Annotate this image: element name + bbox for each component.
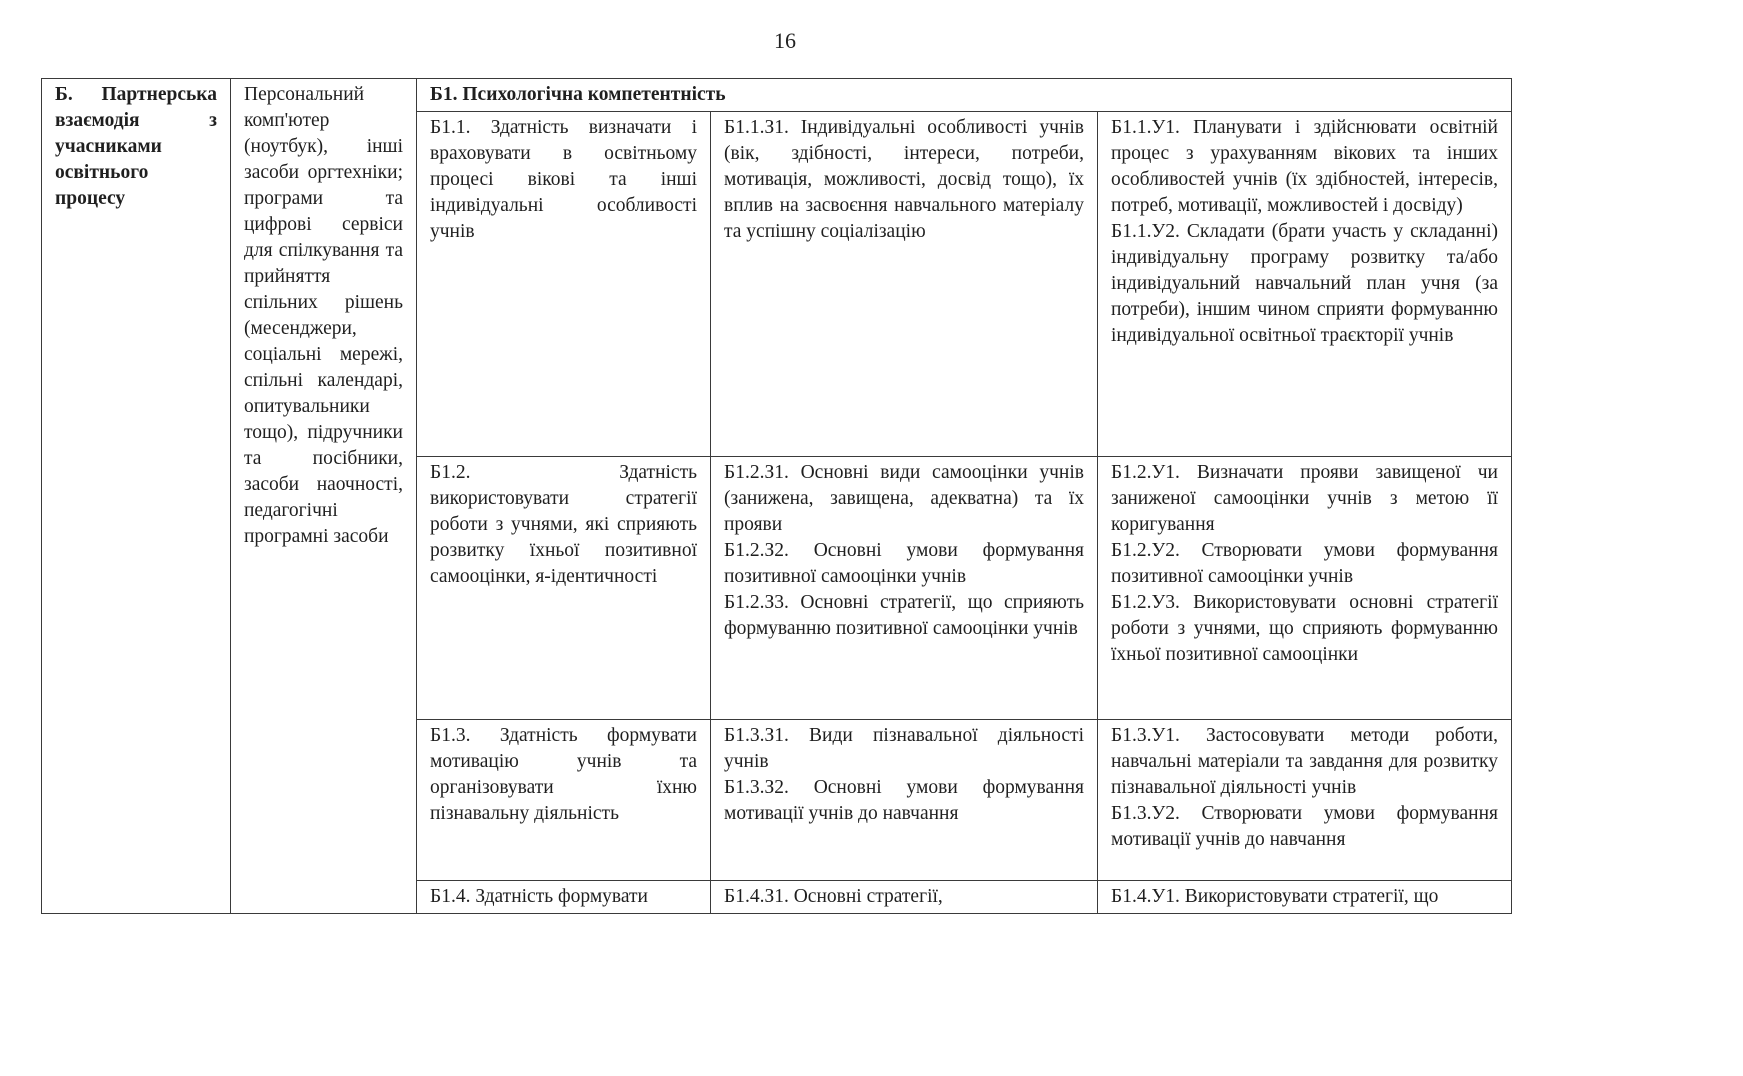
skill-item: Б1.3.У1. Застосовувати методи роботи, навчальні матеріали та завдання для розвитку пізнавальної діяльності учнів [1111, 725, 1498, 798]
knowledge-item: Б1.4.З1. Основні стратегії, [724, 886, 943, 907]
ability-cell: Б1.3. Здатність формувати мотивацію учнів та організовувати їхню пізнавальну діяльність [417, 720, 711, 881]
page-number: 16 [774, 28, 796, 53]
skills-cell [1098, 112, 1512, 457]
knowledge-cell [711, 720, 1098, 881]
knowledge-item: Б1.2.З3. Основні стратегії, що сприяють формуванню позитивної самооцінки учнів [724, 592, 1084, 639]
skills-cell [1098, 457, 1512, 720]
ability-cell: Б1.4. Здатність формувати [417, 881, 711, 914]
knowledge-item: Б1.1.З1. Індивідуальні особливості учнів (вік, здібності, інтереси, потреби, мотивація, можливості, досвід тощо), їх вплив на засвоєння навчального матеріалу та успішну соціалізацію [724, 117, 1084, 242]
ability-cell: Б1.2. Здатність використовувати стратегії роботи з учнями, які сприяють розвитку їхньої позитивної самооцінки, я-ідентичності [417, 457, 711, 720]
skill-item: Б1.1.У2. Складати (брати участь у складанні) індивідуальну програму розвитку та/або індивідуальний навчальний план учня (за потреби), іншим чином сприяти формуванню індивідуальної освітньої траєкторії учнів [1111, 221, 1498, 346]
knowledge-cell [711, 457, 1098, 720]
skill-item: Б1.4.У1. Використовувати стратегії, що [1111, 886, 1439, 907]
skills-cell [1098, 881, 1512, 914]
ability-cell: Б1.1. Здатність визначати і враховувати в освітньому процесі вікові та інші індивідуальні особливості учнів [417, 112, 711, 457]
skill-item: Б1.3.У2. Створювати умови формування мотивації учнів до навчання [1111, 803, 1498, 850]
table-row-header [42, 79, 1512, 112]
tools-cell: Персональний комп'ютер (ноутбук), інші засоби оргтехніки; програми та цифрові сервіси для спілкування та прийняття спільних рішень (месенджери, соціальні мережі, спільні календарі, опитувальники тощо), підручники та посібники, засоби наочності, педагогічні програмні засоби [231, 79, 417, 914]
area-cell: Б. Партнерська взаємодія з учасниками освітнього процесу [42, 79, 231, 914]
skill-item: Б1.2.У3. Використовувати основні стратегії роботи з учнями, що сприяють формуванню їхньої позитивної самооцінки [1111, 592, 1498, 665]
knowledge-item: Б1.3.З2. Основні умови формування мотивації учнів до навчання [724, 777, 1084, 824]
skill-item: Б1.2.У2. Створювати умови формування позитивної самооцінки учнів [1111, 540, 1498, 587]
knowledge-cell [711, 112, 1098, 457]
competence-table [41, 78, 1512, 914]
skills-cell [1098, 720, 1512, 881]
competence-header: Б1. Психологічна компетентність [417, 79, 1512, 112]
knowledge-item: Б1.3.З1. Види пізнавальної діяльності учнів [724, 725, 1084, 772]
knowledge-cell [711, 881, 1098, 914]
skill-item: Б1.1.У1. Планувати і здійснювати освітній процес з урахуванням вікових та інших особливостей учнів (їх здібностей, інтересів, потреб, мотивації, можливостей і досвіду) [1111, 117, 1498, 216]
knowledge-item: Б1.2.З2. Основні умови формування позитивної самооцінки учнів [724, 540, 1084, 587]
skill-item: Б1.2.У1. Визначати прояви завищеної чи заниженої самооцінки учнів з метою її коригування [1111, 462, 1498, 535]
knowledge-item: Б1.2.З1. Основні види самооцінки учнів (занижена, завищена, адекватна) та їх прояви [724, 462, 1084, 535]
